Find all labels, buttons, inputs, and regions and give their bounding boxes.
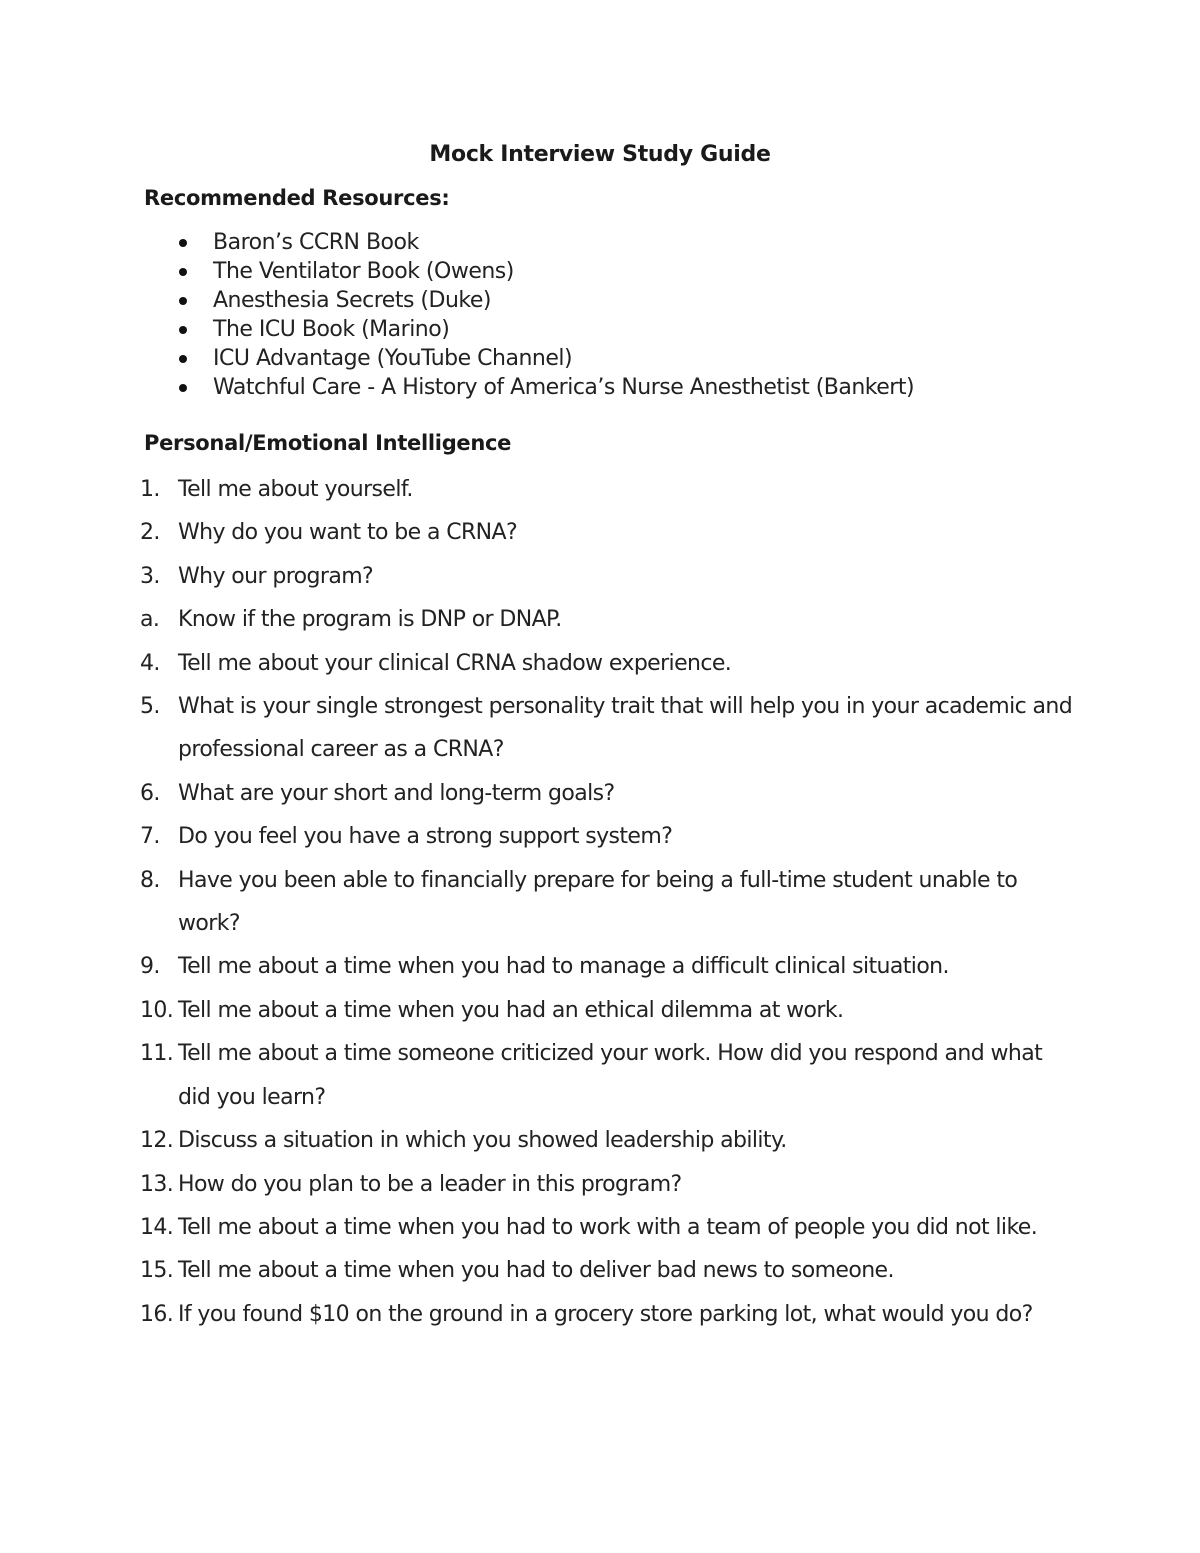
question-text: Have you been able to financially prepare for being a full-time student unable to work? — [178, 867, 1018, 937]
resource-text: Anesthesia Secrets (Duke) — [213, 288, 491, 313]
question-item — [140, 1163, 1080, 1206]
question-number: 1. — [140, 477, 160, 502]
bullet-icon — [179, 326, 187, 334]
question-item — [140, 945, 1080, 988]
question-text: Tell me about a time someone criticized your work. How did you respond and what did you learn? — [178, 1041, 1043, 1110]
question-text: If you found $10 on the ground in a grocery store parking lot, what would you do? — [178, 1301, 1033, 1327]
question-number: 8. — [140, 867, 160, 893]
question-number: 2. — [140, 520, 160, 546]
resource-text: The Ventilator Book (Owens) — [213, 259, 514, 284]
question-item — [140, 772, 1080, 815]
question-number: 4. — [140, 650, 160, 676]
question-text: Why our program? — [178, 563, 374, 589]
bullet-icon — [179, 384, 187, 392]
question-number: a. — [140, 607, 160, 633]
question-text: What is your single strongest personality trait that will help you in your academic and professional career as a CRNA? — [178, 694, 1073, 763]
resource-text: Watchful Care - A History of America’s Nurse Anesthetist (Bankert) — [213, 375, 915, 400]
question-number: 10. — [140, 997, 174, 1023]
question-text: Tell me about a time when you had to deliver bad news to someone. — [178, 1258, 894, 1284]
question-item — [140, 685, 1080, 772]
question-number: 11. — [140, 1041, 174, 1067]
question-number: 12. — [140, 1128, 174, 1154]
resource-text: The ICU Book (Marino) — [213, 317, 450, 342]
question-item — [140, 598, 1080, 641]
questions-list — [140, 468, 1080, 1336]
question-number: 7. — [140, 824, 160, 850]
question-item — [140, 1119, 1080, 1162]
question-item — [140, 468, 1080, 511]
question-item — [140, 859, 1080, 946]
question-number: 13. — [140, 1171, 174, 1197]
resource-text: Baron’s CCRN Book — [213, 230, 419, 255]
question-number: 9. — [140, 954, 160, 980]
question-number: 6. — [140, 780, 160, 806]
question-number: 16. — [140, 1301, 174, 1327]
question-item — [140, 1293, 1080, 1336]
question-item — [140, 555, 1080, 598]
question-number: 15. — [140, 1258, 174, 1284]
bullet-icon — [179, 239, 187, 247]
question-text: Tell me about your clinical CRNA shadow experience. — [178, 650, 732, 676]
question-item — [140, 815, 1080, 858]
question-text: Tell me about a time when you had an ethical dilemma at work. — [178, 997, 844, 1023]
bullet-icon — [179, 297, 187, 305]
page-title: Mock Interview Study Guide — [429, 142, 771, 167]
question-item — [140, 1032, 1080, 1119]
resource-text: ICU Advantage (YouTube Channel) — [213, 346, 573, 371]
question-item — [140, 511, 1080, 554]
question-item — [140, 642, 1080, 685]
question-text: How do you plan to be a leader in this program? — [178, 1171, 682, 1197]
question-text: What are your short and long-term goals? — [178, 780, 615, 806]
question-text: Why do you want to be a CRNA? — [178, 520, 518, 546]
question-text: Tell me about a time when you had to work with a team of people you did not like. — [178, 1214, 1038, 1240]
bullet-icon — [179, 355, 187, 363]
question-text: Tell me about yourself. — [178, 477, 413, 502]
personal-heading: Personal/Emotional Intelligence — [144, 431, 512, 455]
resources-heading: Recommended Resources: — [144, 186, 450, 210]
question-item — [140, 1249, 1080, 1292]
question-item — [140, 989, 1080, 1032]
question-number: 3. — [140, 563, 160, 589]
question-text: Do you feel you have a strong support system? — [178, 824, 673, 850]
question-text: Discuss a situation in which you showed leadership ability. — [178, 1128, 787, 1154]
question-item — [140, 1206, 1080, 1249]
question-text: Know if the program is DNP or DNAP. — [178, 607, 562, 633]
question-number: 5. — [140, 694, 160, 720]
question-text: Tell me about a time when you had to manage a difficult clinical situation. — [178, 954, 949, 980]
bullet-icon — [179, 268, 187, 276]
question-number: 14. — [140, 1214, 174, 1240]
